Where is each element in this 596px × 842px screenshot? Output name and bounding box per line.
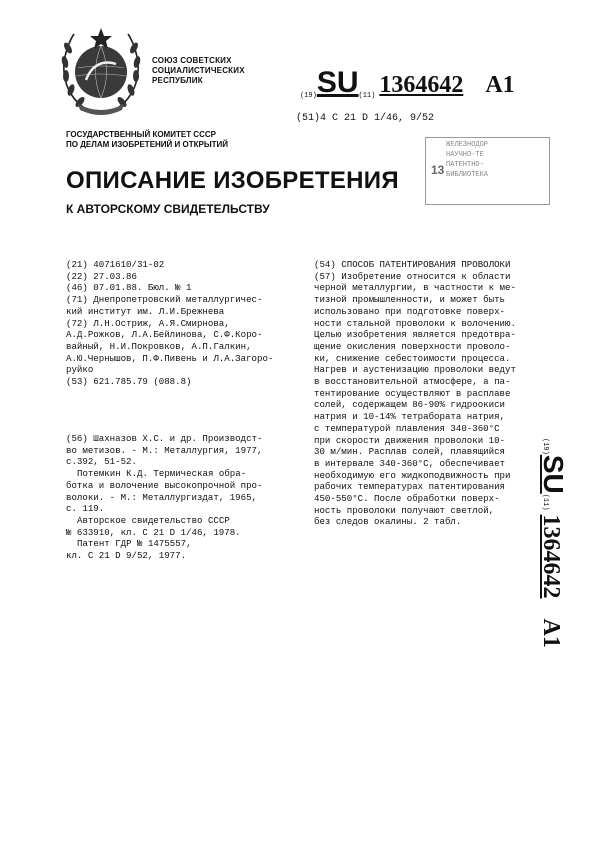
abstract-line: рабочих температурах патентирования (314, 481, 505, 493)
abstract-line: тентирование осуществляют в расплаве (314, 387, 511, 399)
state-committee (66, 130, 228, 150)
biblio-line: (72) Л.Н.Остриж, А.Я.Смирнова, (66, 317, 230, 329)
stamp-line: ПАТЕНТНО- (446, 161, 484, 169)
biblio-line: А.Д.Рожков, Л.А.Бейлинова, С.Ф.Коро- (66, 329, 263, 341)
committee-line: ПО ДЕЛАМ ИЗОБРЕТЕНИЙ И ОТКРЫТИЙ (66, 140, 229, 149)
vertical-patent-number: 1364642 (538, 514, 564, 599)
abstract-line: в восстановительной атмосфере, а па- (314, 376, 511, 388)
abstract-line: ности стальной проволоки к волочению. (314, 317, 516, 329)
stamp-line: БИБЛИОТЕКА (446, 171, 489, 179)
vertical-code-11: (11) (541, 493, 549, 511)
abstract (314, 259, 516, 528)
reference-line: во метизов. - М.: Металлургия, 1977, (66, 444, 263, 456)
vertical-publication-number (538, 438, 568, 690)
stamp-line: НАУЧНО-ТЕ (446, 151, 484, 159)
stamp-line: ЖЕЛЕЗНОДОР (446, 141, 489, 149)
reference-line: ботка и волочение высокопрочной про- (66, 479, 263, 491)
biblio-line: (21) 4071610/31-02 (66, 259, 165, 270)
biblio-line: вайный, Н.И.Покровков, А.П.Галкин, (66, 340, 252, 352)
reference-line: № 633910, кл. С 21 D 1/46, 1978. (66, 526, 241, 538)
biblio-line: (46) 07.01.88. Бюл. № 1 (66, 282, 192, 294)
union-name-line: РЕСПУБЛИК (152, 76, 203, 85)
abstract-line: Нагрев и аустенизацию проволоки ведут (314, 364, 516, 376)
patent-number: 1364642 (379, 72, 464, 98)
biblio-line: (53) 621.785.79 (088.8) (66, 376, 192, 388)
country-code: SU (316, 66, 359, 99)
abstract-line: использовано при подготовке поверх- (314, 305, 505, 317)
abstract-line: в интервале 340-360°С, обеспечивает (314, 457, 505, 469)
document-subtitle: К АВТОРСКОМУ СВИДЕТЕЛЬСТВУ (66, 202, 270, 216)
vertical-code-19: (19) (541, 438, 549, 455)
reference-line: Авторское свидетельство СССР (77, 514, 230, 526)
code-11: (11) (358, 92, 376, 100)
vertical-country-code: SU (538, 454, 569, 494)
abstract-line: 30 м/мин. Расплав солей, плавящийся (314, 446, 505, 458)
code-19: (19) (300, 92, 317, 100)
document-title: ОПИСАНИЕ ИЗОБРЕТЕНИЯ (66, 167, 399, 194)
abstract-line: ки, снижение себестоимости процесса. (314, 352, 511, 364)
abstract-line: без следов окалины. 2 табл. (314, 516, 462, 528)
state-emblem-icon (58, 24, 144, 120)
abstract-line: (57) Изобретение относится к области (314, 270, 511, 282)
abstract-line: щение окисления поверхности проволо- (314, 340, 511, 352)
reference-line: с. 119. (66, 503, 105, 515)
abstract-line: солей, содержащем 86-90% гидроокиси (314, 399, 505, 411)
biblio-line: кий институт им. Л.И.Брежнева (66, 305, 225, 317)
committee-line: ГОСУДАРСТВЕННЫЙ КОМИТЕТ СССР (66, 130, 216, 139)
union-name-line: СОЮЗ СОВЕТСКИХ (152, 56, 232, 65)
ipc-classification: (51)4 С 21 D 1/46, 9/52 (296, 113, 435, 124)
library-stamp (425, 137, 550, 205)
biblio-line: руйко (66, 364, 94, 376)
abstract-line: ность проволоки получают светлой, (314, 504, 495, 516)
references (66, 433, 262, 562)
abstract-line: тизной промышленности, и может быть (314, 294, 505, 306)
reference-line: Потемкин К.Д. Термическая обра- (77, 468, 247, 480)
reference-line: (56) Шахназов Х.С. и др. Производст- (66, 433, 263, 444)
reference-line: с.392, 51-52. (66, 456, 137, 468)
biblio-line: (22) 27.03.86 (66, 270, 137, 282)
abstract-line: с температурой плавления 340-360°С (314, 422, 500, 434)
union-name (152, 56, 245, 86)
publication-number (300, 68, 515, 100)
reference-line: Патент ГДР № 1475557, (77, 538, 192, 550)
bibliographic-data (66, 259, 273, 388)
invention-title: (54) СПОСОБ ПАТЕНТИРОВАНИЯ ПРОВОЛОКИ (314, 259, 511, 270)
stamp-number: 13 (431, 163, 445, 177)
reference-line: кл. С 21 D 9/52, 1977. (66, 550, 187, 562)
abstract-line: 450-550°С. После обработки поверх- (314, 493, 500, 505)
kind-code: A1 (485, 72, 515, 98)
abstract-line: необходимую его жидкоподвижность при (314, 469, 511, 481)
abstract-line: Целью изобретения является предотвра- (314, 329, 516, 341)
abstract-line: черной металлургии, в частности к ме- (314, 282, 516, 294)
abstract-line: при скорости движения проволоки 10- (314, 434, 505, 446)
reference-line: волоки. - М.: Металлургиздат, 1965, (66, 491, 257, 503)
union-name-line: СОЦИАЛИСТИЧЕСКИХ (152, 66, 245, 75)
abstract-line: натрия и 10-14% тетрабората натрия, (314, 411, 505, 423)
biblio-line: (71) Днепропетровский металлургичес- (66, 294, 263, 306)
vertical-kind-code: A1 (538, 618, 564, 648)
biblio-line: А.Ю.Чернышов, П.Ф.Пивень и Л.А.Загоро- (66, 352, 274, 364)
